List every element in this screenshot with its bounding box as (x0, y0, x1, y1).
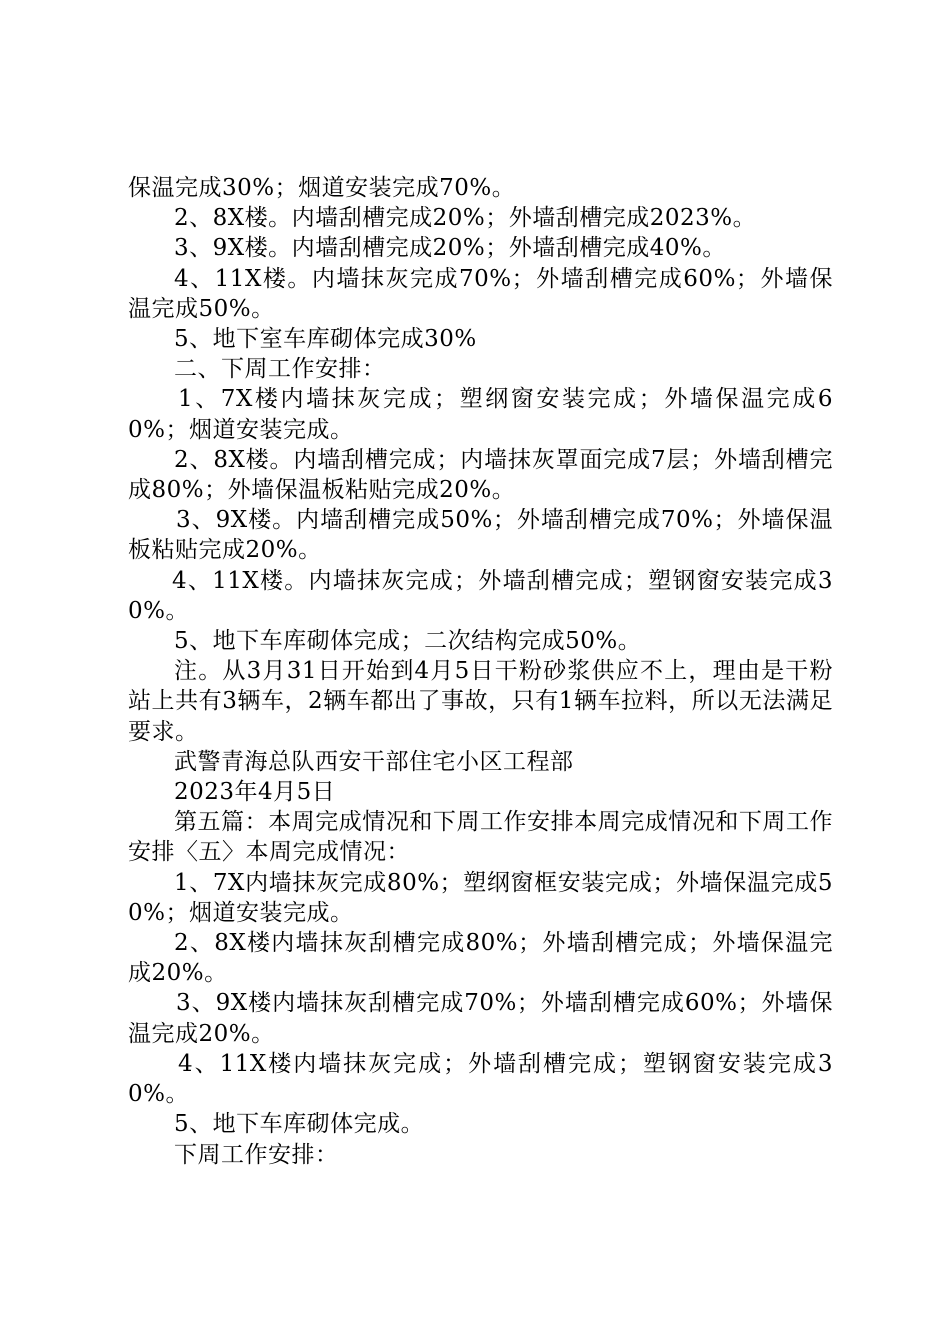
paragraph: 2、8X楼内墙抹灰刮槽完成80%；外墙刮槽完成；外墙保温完成20%。 (128, 930, 833, 987)
signature-organization: 武警青海总队西安干部住宅小区工程部 (174, 748, 574, 775)
paragraph: 2、8X楼。内墙刮槽完成20%；外墙刮槽完成2023%。 (174, 205, 757, 232)
paragraph: 5、地下车库砌体完成。 (174, 1111, 425, 1138)
paragraph: 3、9X楼内墙抹灰刮槽完成70%；外墙刮槽完成60%；外墙保温完成20%。 (128, 990, 833, 1047)
note-paragraph: 注。从3月31日开始到4月5日干粉砂浆供应不上，理由是干粉站上共有3辆车，2辆车都出了事故，只有1辆车拉料，所以无法满足要求。 (128, 658, 833, 745)
paragraph: 5、地下室车库砌体完成30% (174, 326, 477, 353)
paragraph: 3、9X楼。内墙刮槽完成20%；外墙刮槽完成40%。 (174, 235, 726, 262)
paragraph: 1、7X楼内墙抹灰完成；塑纲窗安装完成；外墙保温完成60%；烟道安装完成。 (128, 386, 833, 443)
paragraph: 2、8X楼。内墙刮槽完成；内墙抹灰罩面完成7层；外墙刮槽完成80%；外墙保温板粘贴完成20%。 (128, 446, 833, 504)
section-heading: 下周工作安排： (174, 1141, 339, 1168)
paragraph: 4、11X楼。内墙抹灰完成；外墙刮槽完成；塑钢窗安装完成30%。 (128, 567, 833, 624)
section-heading: 二、下周工作安排： (174, 356, 386, 383)
document-body (128, 173, 833, 1170)
paragraph: 4、11X楼。内墙抹灰完成70%；外墙刮槽完成60%；外墙保温完成50%。 (128, 265, 833, 322)
signature-date: 2023年4月5日 (174, 779, 336, 806)
paragraph: 1、7X内墙抹灰完成80%；塑纲窗框安装完成；外墙保温完成50%；烟道安装完成。 (128, 869, 833, 926)
chapter-heading: 第五篇：本周完成情况和下周工作安排本周完成情况和下周工作安排〈五〉本周完成情况： (128, 809, 833, 866)
paragraph: 3、9X楼。内墙刮槽完成50%；外墙刮槽完成70%；外墙保温板粘贴完成20%。 (128, 507, 833, 564)
paragraph-continuation: 保温完成30%；烟道安装完成70%。 (128, 175, 516, 201)
paragraph: 4、11X楼内墙抹灰完成；外墙刮槽完成；塑钢窗安装完成30%。 (128, 1050, 833, 1108)
paragraph: 5、地下车库砌体完成；二次结构完成50%。 (174, 628, 642, 655)
